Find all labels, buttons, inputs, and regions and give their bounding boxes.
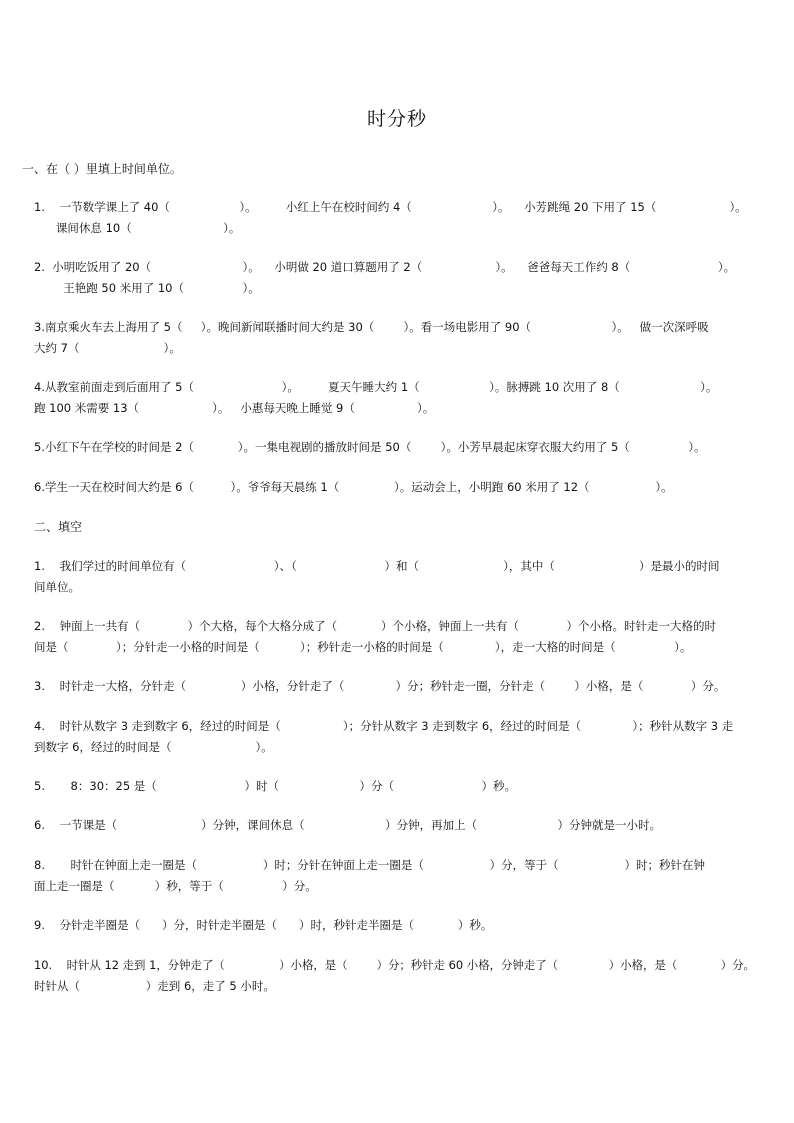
question-line: 间是（ ）；分针走一小格的时间是（ ）；秒针走一小格的时间是（ ），走一大格的时间是（ ）。 (34, 640, 692, 654)
question-line: 面上走一圈是（ ）秒，等于（ ）分。 (34, 879, 317, 893)
question-1-1 (34, 197, 754, 239)
question-2-3 (34, 676, 754, 697)
question-line: 4. 时针从数字 3 走到数字 6，经过的时间是（ ）；分针从数字 3 走到数字 6，经过的时间是（ ）；秒针从数字 3 走 (34, 719, 734, 733)
question-line: 10. 时针从 12 走到 1，分钟走了（ ）小格，是（ ）分；秒针走 60 小格，分钟走了（ ）小格，是（ ）分。 (34, 958, 755, 972)
question-line: 9. 分针走半圈是（ ）分，时针走半圈是（ ）时，秒针走半圈是（ ）秒。 (34, 918, 493, 932)
section-heading-2: 二、填空 (34, 520, 83, 534)
question-line: 3. 时针走一大格，分针走（ ）小格，分针走了（ ）分；秒针走一圈，分针走（ ）小格，是（ ）分。 (34, 679, 726, 693)
question-1-5 (34, 437, 754, 458)
question-1-3 (34, 317, 754, 359)
question-2-5 (34, 776, 754, 797)
question-line: 4.从教室前面走到后面用了 5（ ）。 夏天午睡大约 1（ ）。脉搏跳 10 次用了 8（ ）。 (34, 380, 718, 394)
question-2-6 (34, 815, 754, 836)
question-line: 6.学生一天在校时间大约是 6（ ）。爷爷每天晨练 1（ ）。运动会上，小明跑 60 米用了 12（ ）。 (34, 480, 673, 494)
section-heading-1: 一、在（ ）里填上时间单位。 (22, 162, 182, 176)
question-1-6 (34, 477, 754, 498)
question-line: 5.小红下午在学校的时间是 2（ ）。一集电视剧的播放时间是 50（ ）。小芳早晨起床穿衣服大约用了 5（ ）。 (34, 440, 706, 454)
question-2-2 (34, 616, 754, 658)
question-line: 8. 时针在钟面上走一圈是（ ）时；分针在钟面上走一圈是（ ）分，等于（ ）时；秒针在钟 (34, 858, 705, 872)
question-line: 时针从（ ）走到 6，走了 5 小时。 (34, 979, 275, 993)
question-1-4 (34, 377, 754, 419)
question-2-4 (34, 716, 754, 758)
question-line: 课间休息 10（ ）。 (34, 221, 241, 235)
question-line: 5. 8：30：25 是（ ）时（ ）分（ ）秒。 (34, 779, 517, 793)
question-line: 跑 100 米需要 13（ ）。 小惠每天晚上睡觉 9（ ）。 (34, 401, 435, 415)
question-line: 到数字 6，经过的时间是（ ）。 (34, 740, 273, 754)
question-line: 2. 钟面上一共有（ ）个大格，每个大格分成了（ ）个小格，钟面上一共有（ ）个小格。时针走一大格的时 (34, 619, 716, 633)
question-line: 1. 一节数学课上了 40（ ）。 小红上午在校时间约 4（ ）。 小芳跳绳 20 下用了 15（ ）。 (34, 200, 747, 214)
question-line: 3.南京乘火车去上海用了 5（ ）。晚间新闻联播时间大约是 30（ ）。看一场电影用了 90（ ）。 做一次深呼吸 (34, 320, 709, 334)
page-title: 时分秒 (366, 108, 427, 130)
question-2-10 (34, 955, 754, 997)
question-2-8 (34, 855, 754, 897)
question-line: 6. 一节课是（ ）分钟，课间休息（ ）分钟，再加上（ ）分钟就是一小时。 (34, 818, 662, 832)
question-line: 1. 我们学过的时间单位有（ ）、（ ）和（ ），其中（ ）是最小的时间 (34, 559, 720, 573)
question-2-9 (34, 915, 754, 936)
question-line: 间单位。 (34, 580, 80, 594)
question-2-1 (34, 556, 754, 598)
question-1-2 (34, 257, 754, 299)
question-line: 王艳跑 50 米用了 10（ ）。 (34, 281, 260, 295)
question-line: 大约 7（ ）。 (34, 341, 181, 355)
question-line: 2. 小明吃饭用了 20（ ）。 小明做 20 道口算题用了 2（ ）。 爸爸每天工作约 8（ ）。 (34, 260, 736, 274)
